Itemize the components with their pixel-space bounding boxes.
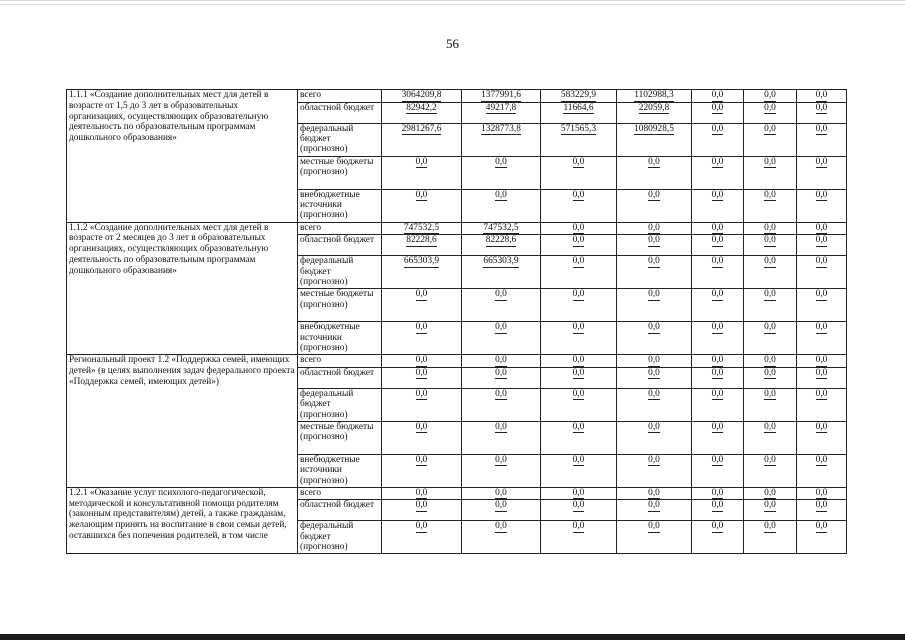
amount-value: 665303,9	[483, 256, 519, 267]
amount-value: 0,0	[495, 454, 507, 465]
amount-value: 0,0	[572, 189, 585, 200]
amount-cell	[462, 521, 541, 554]
amount-value: 0,0	[764, 235, 776, 246]
amount-cell	[797, 388, 847, 421]
amount-value: 0,0	[815, 256, 828, 267]
amount-cell	[797, 355, 847, 368]
amount-cell	[462, 388, 541, 421]
amount-value: 0,0	[495, 521, 507, 532]
measure-description: 1.1.2 «Создание дополнительных мест для детей в возрасте от 2 месяцев до 3 лет в образовательных организациях, осуществляющих образовательную деятельность по образовательным программам дошкольного образования»	[67, 222, 298, 355]
amount-value: 1080928,5	[634, 123, 674, 134]
amount-value: 0,0	[415, 500, 428, 511]
amount-value: 0,0	[648, 367, 660, 378]
amount-cell	[617, 289, 692, 322]
amount-value: 0,0	[815, 222, 828, 233]
amount-cell	[692, 156, 744, 189]
amount-cell	[382, 102, 462, 123]
amount-cell	[617, 235, 692, 256]
amount-cell	[382, 521, 462, 554]
amount-value: 82942,2	[406, 102, 437, 113]
amount-value: 0,0	[711, 156, 724, 167]
amount-cell	[797, 156, 847, 189]
amount-cell	[692, 189, 744, 222]
amount-value: 0,0	[572, 487, 585, 498]
amount-value: 0,0	[764, 90, 776, 100]
amount-cell	[541, 454, 617, 487]
amount-value: 0,0	[711, 367, 724, 378]
amount-value: 0,0	[764, 487, 776, 498]
amount-value: 0,0	[815, 322, 828, 333]
amount-value: 0,0	[815, 289, 828, 300]
amount-value: 82228,6	[406, 235, 437, 246]
amount-cell	[797, 500, 847, 521]
amount-value: 665303,9	[403, 256, 440, 267]
amount-cell	[382, 256, 462, 289]
amount-value: 0,0	[415, 454, 428, 465]
amount-value: 0,0	[711, 355, 724, 366]
amount-cell	[692, 235, 744, 256]
amount-cell	[692, 322, 744, 355]
funding-source: внебюджетные источники (прогнозно)	[298, 454, 382, 487]
amount-value: 0,0	[764, 355, 776, 366]
amount-value: 0,0	[648, 388, 660, 399]
amount-value: 0,0	[764, 102, 776, 113]
funding-source: местные бюджеты (прогнозно)	[298, 289, 382, 322]
amount-cell	[692, 487, 744, 500]
amount-value: 0,0	[495, 156, 507, 167]
amount-cell	[744, 156, 797, 189]
amount-value: 0,0	[572, 367, 585, 378]
amount-cell	[382, 355, 462, 368]
amount-cell	[541, 388, 617, 421]
amount-value: 0,0	[572, 454, 585, 465]
amount-value: 0,0	[495, 289, 507, 300]
amount-cell	[462, 289, 541, 322]
amount-cell	[744, 235, 797, 256]
amount-value: 0,0	[572, 322, 585, 333]
amount-cell	[744, 355, 797, 368]
amount-cell	[692, 388, 744, 421]
amount-value: 11664,6	[563, 102, 594, 113]
amount-value: 0,0	[711, 487, 724, 498]
amount-value: 0,0	[495, 500, 507, 511]
amount-cell	[797, 454, 847, 487]
amount-cell	[462, 189, 541, 222]
amount-cell	[462, 90, 541, 103]
amount-value: 0,0	[648, 521, 660, 532]
amount-value: 0,0	[764, 156, 776, 167]
amount-value: 0,0	[815, 454, 828, 465]
amount-cell	[382, 235, 462, 256]
amount-value: 0,0	[572, 222, 585, 233]
amount-value: 0,0	[815, 487, 828, 498]
amount-cell	[617, 500, 692, 521]
amount-value: 0,0	[415, 322, 428, 333]
amount-value: 0,0	[648, 454, 660, 465]
amount-value: 0,0	[815, 189, 828, 200]
amount-value: 0,0	[711, 521, 724, 532]
amount-value: 0,0	[648, 487, 660, 498]
amount-value: 0,0	[415, 421, 428, 432]
amount-value: 0,0	[648, 156, 660, 167]
amount-value: 0,0	[711, 289, 724, 300]
amount-cell	[692, 256, 744, 289]
funding-source: местные бюджеты (прогнозно)	[298, 421, 382, 454]
amount-cell	[462, 102, 541, 123]
funding-source: областной бюджет	[298, 235, 382, 256]
amount-value: 0,0	[764, 123, 776, 134]
amount-cell	[462, 421, 541, 454]
amount-value: 0,0	[572, 235, 585, 246]
amount-value: 1102988,3	[634, 90, 674, 100]
amount-cell	[541, 189, 617, 222]
amount-value: 0,0	[711, 123, 724, 134]
amount-value: 0,0	[815, 235, 828, 246]
amount-value: 0,0	[415, 521, 428, 532]
measure-description: Региональный проект 1.2 «Поддержка семей, имеющих детей» (в целях выполнения задач федерального проекта «Поддержка семей, имеющих детей»)	[67, 355, 298, 488]
amount-cell	[797, 90, 847, 103]
scan-bottom-edge	[0, 634, 905, 640]
measure-description: 1.1.1 «Создание дополнительных мест для детей в возрасте от 1,5 до 3 лет в образовательных организациях, осуществляющих образовательную деятельность по образовательным программам дошкольного образования»	[67, 90, 298, 223]
funding-source: областной бюджет	[298, 367, 382, 388]
amount-cell	[541, 421, 617, 454]
amount-cell	[462, 123, 541, 156]
amount-value: 0,0	[572, 388, 585, 399]
amount-cell	[692, 289, 744, 322]
amount-value: 0,0	[711, 256, 724, 267]
amount-cell	[797, 367, 847, 388]
amount-cell	[744, 487, 797, 500]
amount-cell	[617, 222, 692, 235]
amount-value: 0,0	[764, 500, 776, 511]
amount-cell	[462, 355, 541, 368]
amount-cell	[382, 222, 462, 235]
funding-source: федеральный бюджет (прогнозно)	[298, 388, 382, 421]
amount-cell	[692, 123, 744, 156]
amount-value: 0,0	[764, 256, 776, 267]
page-number: 56	[446, 36, 459, 51]
amount-value: 0,0	[648, 322, 660, 333]
amount-cell	[541, 521, 617, 554]
amount-value: 0,0	[711, 454, 724, 465]
funding-source: внебюджетные источники (прогнозно)	[298, 322, 382, 355]
amount-cell	[744, 90, 797, 103]
amount-value: 0,0	[764, 454, 776, 465]
amount-cell	[617, 256, 692, 289]
amount-cell	[692, 355, 744, 368]
amount-value: 0,0	[648, 500, 660, 511]
amount-cell	[692, 102, 744, 123]
amount-value: 0,0	[495, 421, 507, 432]
amount-value: 0,0	[815, 90, 828, 100]
amount-value: 747532,5	[483, 222, 519, 233]
measure-description: 1.2.1 «Оказание услуг психолого-педагогической, методической и консультативной помощи родителям (законным представителям) детей, а также гражданам, желающим принять на воспитание в свои семьи детей, оставшихся без попечения родителей, в том числе	[67, 487, 298, 554]
amount-cell	[744, 289, 797, 322]
amount-cell	[462, 454, 541, 487]
amount-cell	[692, 500, 744, 521]
amount-value: 0,0	[415, 388, 428, 399]
amount-cell	[382, 500, 462, 521]
amount-cell	[744, 102, 797, 123]
amount-value: 49217,8	[485, 102, 517, 113]
amount-value: 0,0	[572, 256, 585, 267]
amount-value: 0,0	[764, 222, 776, 233]
amount-value: 0,0	[711, 500, 724, 511]
budget-table-body	[67, 90, 847, 554]
amount-cell	[462, 156, 541, 189]
amount-value: 0,0	[572, 156, 585, 167]
amount-cell	[692, 367, 744, 388]
amount-value: 0,0	[815, 388, 828, 399]
amount-value: 0,0	[711, 189, 724, 200]
funding-source: внебюджетные источники (прогнозно)	[298, 189, 382, 222]
amount-cell	[617, 90, 692, 103]
amount-value: 0,0	[711, 421, 724, 432]
amount-cell	[617, 102, 692, 123]
table-row	[67, 355, 847, 368]
amount-cell	[617, 388, 692, 421]
funding-source: федеральный бюджет (прогнозно)	[298, 521, 382, 554]
amount-value: 2981267,6	[401, 123, 442, 134]
amount-value: 0,0	[572, 289, 585, 300]
amount-value: 0,0	[495, 322, 507, 333]
amount-value: 0,0	[815, 102, 828, 113]
scan-top-edge	[0, 0, 905, 1]
amount-value: 0,0	[764, 521, 776, 532]
amount-value: 0,0	[572, 500, 585, 511]
amount-value: 0,0	[815, 521, 828, 532]
amount-value: 3064209,8	[401, 90, 442, 100]
amount-cell	[744, 421, 797, 454]
amount-cell	[541, 322, 617, 355]
amount-cell	[462, 256, 541, 289]
amount-cell	[462, 322, 541, 355]
amount-cell	[382, 367, 462, 388]
amount-cell	[744, 454, 797, 487]
amount-value: 82228,6	[485, 235, 517, 246]
table-row	[67, 487, 847, 500]
amount-value: 0,0	[572, 521, 585, 532]
amount-cell	[462, 367, 541, 388]
amount-cell	[744, 521, 797, 554]
amount-cell	[617, 487, 692, 500]
funding-source: всего	[298, 222, 382, 235]
amount-value: 0,0	[495, 487, 507, 498]
amount-cell	[382, 487, 462, 500]
amount-cell	[382, 189, 462, 222]
amount-value: 0,0	[711, 90, 724, 100]
amount-cell	[382, 123, 462, 156]
amount-cell	[541, 102, 617, 123]
amount-value: 0,0	[764, 322, 776, 333]
amount-cell	[797, 487, 847, 500]
amount-value: 0,0	[648, 256, 660, 267]
amount-value: 22059,8	[638, 102, 670, 113]
amount-value: 0,0	[815, 421, 828, 432]
amount-value: 0,0	[648, 222, 660, 233]
amount-cell	[382, 421, 462, 454]
amount-value: 0,0	[711, 322, 724, 333]
amount-cell	[797, 289, 847, 322]
amount-value: 0,0	[648, 289, 660, 300]
funding-source: федеральный бюджет (прогнозно)	[298, 256, 382, 289]
amount-cell	[541, 500, 617, 521]
amount-cell	[797, 123, 847, 156]
amount-value: 0,0	[495, 355, 507, 366]
amount-cell	[617, 454, 692, 487]
amount-cell	[744, 189, 797, 222]
amount-value: 0,0	[495, 367, 507, 378]
amount-cell	[462, 487, 541, 500]
amount-value: 747532,5	[403, 222, 440, 233]
amount-cell	[617, 521, 692, 554]
amount-value: 0,0	[711, 222, 724, 233]
amount-value: 0,0	[815, 156, 828, 167]
amount-value: 0,0	[815, 355, 828, 366]
amount-value: 0,0	[415, 289, 428, 300]
table-row	[67, 222, 847, 235]
amount-cell	[797, 322, 847, 355]
amount-value: 0,0	[711, 235, 724, 246]
amount-cell	[797, 256, 847, 289]
funding-source: областной бюджет	[298, 102, 382, 123]
budget-table	[66, 89, 847, 554]
amount-value: 0,0	[764, 289, 776, 300]
amount-cell	[692, 421, 744, 454]
amount-cell	[541, 222, 617, 235]
amount-cell	[617, 156, 692, 189]
amount-cell	[617, 123, 692, 156]
table-row	[67, 90, 847, 103]
amount-value: 0,0	[815, 367, 828, 378]
amount-cell	[692, 90, 744, 103]
amount-cell	[797, 421, 847, 454]
amount-cell	[541, 90, 617, 103]
amount-cell	[382, 156, 462, 189]
amount-value: 0,0	[648, 235, 660, 246]
amount-value: 0,0	[572, 355, 585, 366]
amount-cell	[541, 487, 617, 500]
amount-value: 0,0	[815, 123, 828, 134]
amount-cell	[797, 521, 847, 554]
amount-value: 571565,3	[560, 123, 597, 134]
amount-value: 0,0	[711, 388, 724, 399]
amount-value: 0,0	[764, 388, 776, 399]
amount-value: 0,0	[495, 189, 507, 200]
amount-cell	[541, 355, 617, 368]
funding-source: всего	[298, 355, 382, 368]
amount-cell	[617, 367, 692, 388]
amount-value: 0,0	[495, 388, 507, 399]
amount-value: 0,0	[815, 500, 828, 511]
amount-value: 1328773,8	[481, 123, 521, 134]
amount-cell	[692, 222, 744, 235]
amount-cell	[382, 90, 462, 103]
amount-cell	[382, 388, 462, 421]
amount-cell	[541, 235, 617, 256]
amount-cell	[617, 322, 692, 355]
amount-cell	[382, 322, 462, 355]
amount-cell	[382, 454, 462, 487]
amount-cell	[744, 500, 797, 521]
amount-cell	[462, 235, 541, 256]
amount-cell	[797, 222, 847, 235]
amount-cell	[797, 235, 847, 256]
amount-value: 0,0	[572, 421, 585, 432]
funding-source: местные бюджеты (прогнозно)	[298, 156, 382, 189]
amount-cell	[744, 388, 797, 421]
amount-value: 0,0	[648, 421, 660, 432]
amount-cell	[541, 289, 617, 322]
amount-value: 0,0	[415, 156, 428, 167]
amount-value: 0,0	[415, 355, 428, 366]
amount-cell	[744, 256, 797, 289]
amount-value: 0,0	[648, 189, 660, 200]
amount-cell	[797, 102, 847, 123]
amount-cell	[462, 222, 541, 235]
amount-value: 583229,9	[560, 90, 597, 100]
amount-value: 0,0	[648, 355, 660, 366]
amount-cell	[744, 322, 797, 355]
amount-cell	[617, 355, 692, 368]
amount-cell	[541, 156, 617, 189]
amount-cell	[541, 123, 617, 156]
amount-value: 0,0	[415, 189, 428, 200]
amount-value: 1377991,6	[481, 90, 521, 100]
amount-cell	[541, 256, 617, 289]
amount-cell	[744, 367, 797, 388]
amount-cell	[692, 521, 744, 554]
amount-value: 0,0	[764, 189, 776, 200]
amount-value: 0,0	[415, 487, 428, 498]
funding-source: федеральный бюджет (прогнозно)	[298, 123, 382, 156]
amount-value: 0,0	[415, 367, 428, 378]
amount-value: 0,0	[711, 102, 724, 113]
amount-cell	[744, 123, 797, 156]
amount-cell	[617, 421, 692, 454]
amount-cell	[744, 222, 797, 235]
amount-cell	[617, 189, 692, 222]
amount-cell	[541, 367, 617, 388]
amount-cell	[797, 189, 847, 222]
amount-cell	[382, 289, 462, 322]
funding-source: областной бюджет	[298, 500, 382, 521]
scan-top-edge-shadow	[0, 4, 905, 5]
amount-value: 0,0	[764, 367, 776, 378]
funding-source: всего	[298, 90, 382, 103]
funding-source: всего	[298, 487, 382, 500]
amount-cell	[462, 500, 541, 521]
amount-cell	[692, 454, 744, 487]
amount-value: 0,0	[764, 421, 776, 432]
